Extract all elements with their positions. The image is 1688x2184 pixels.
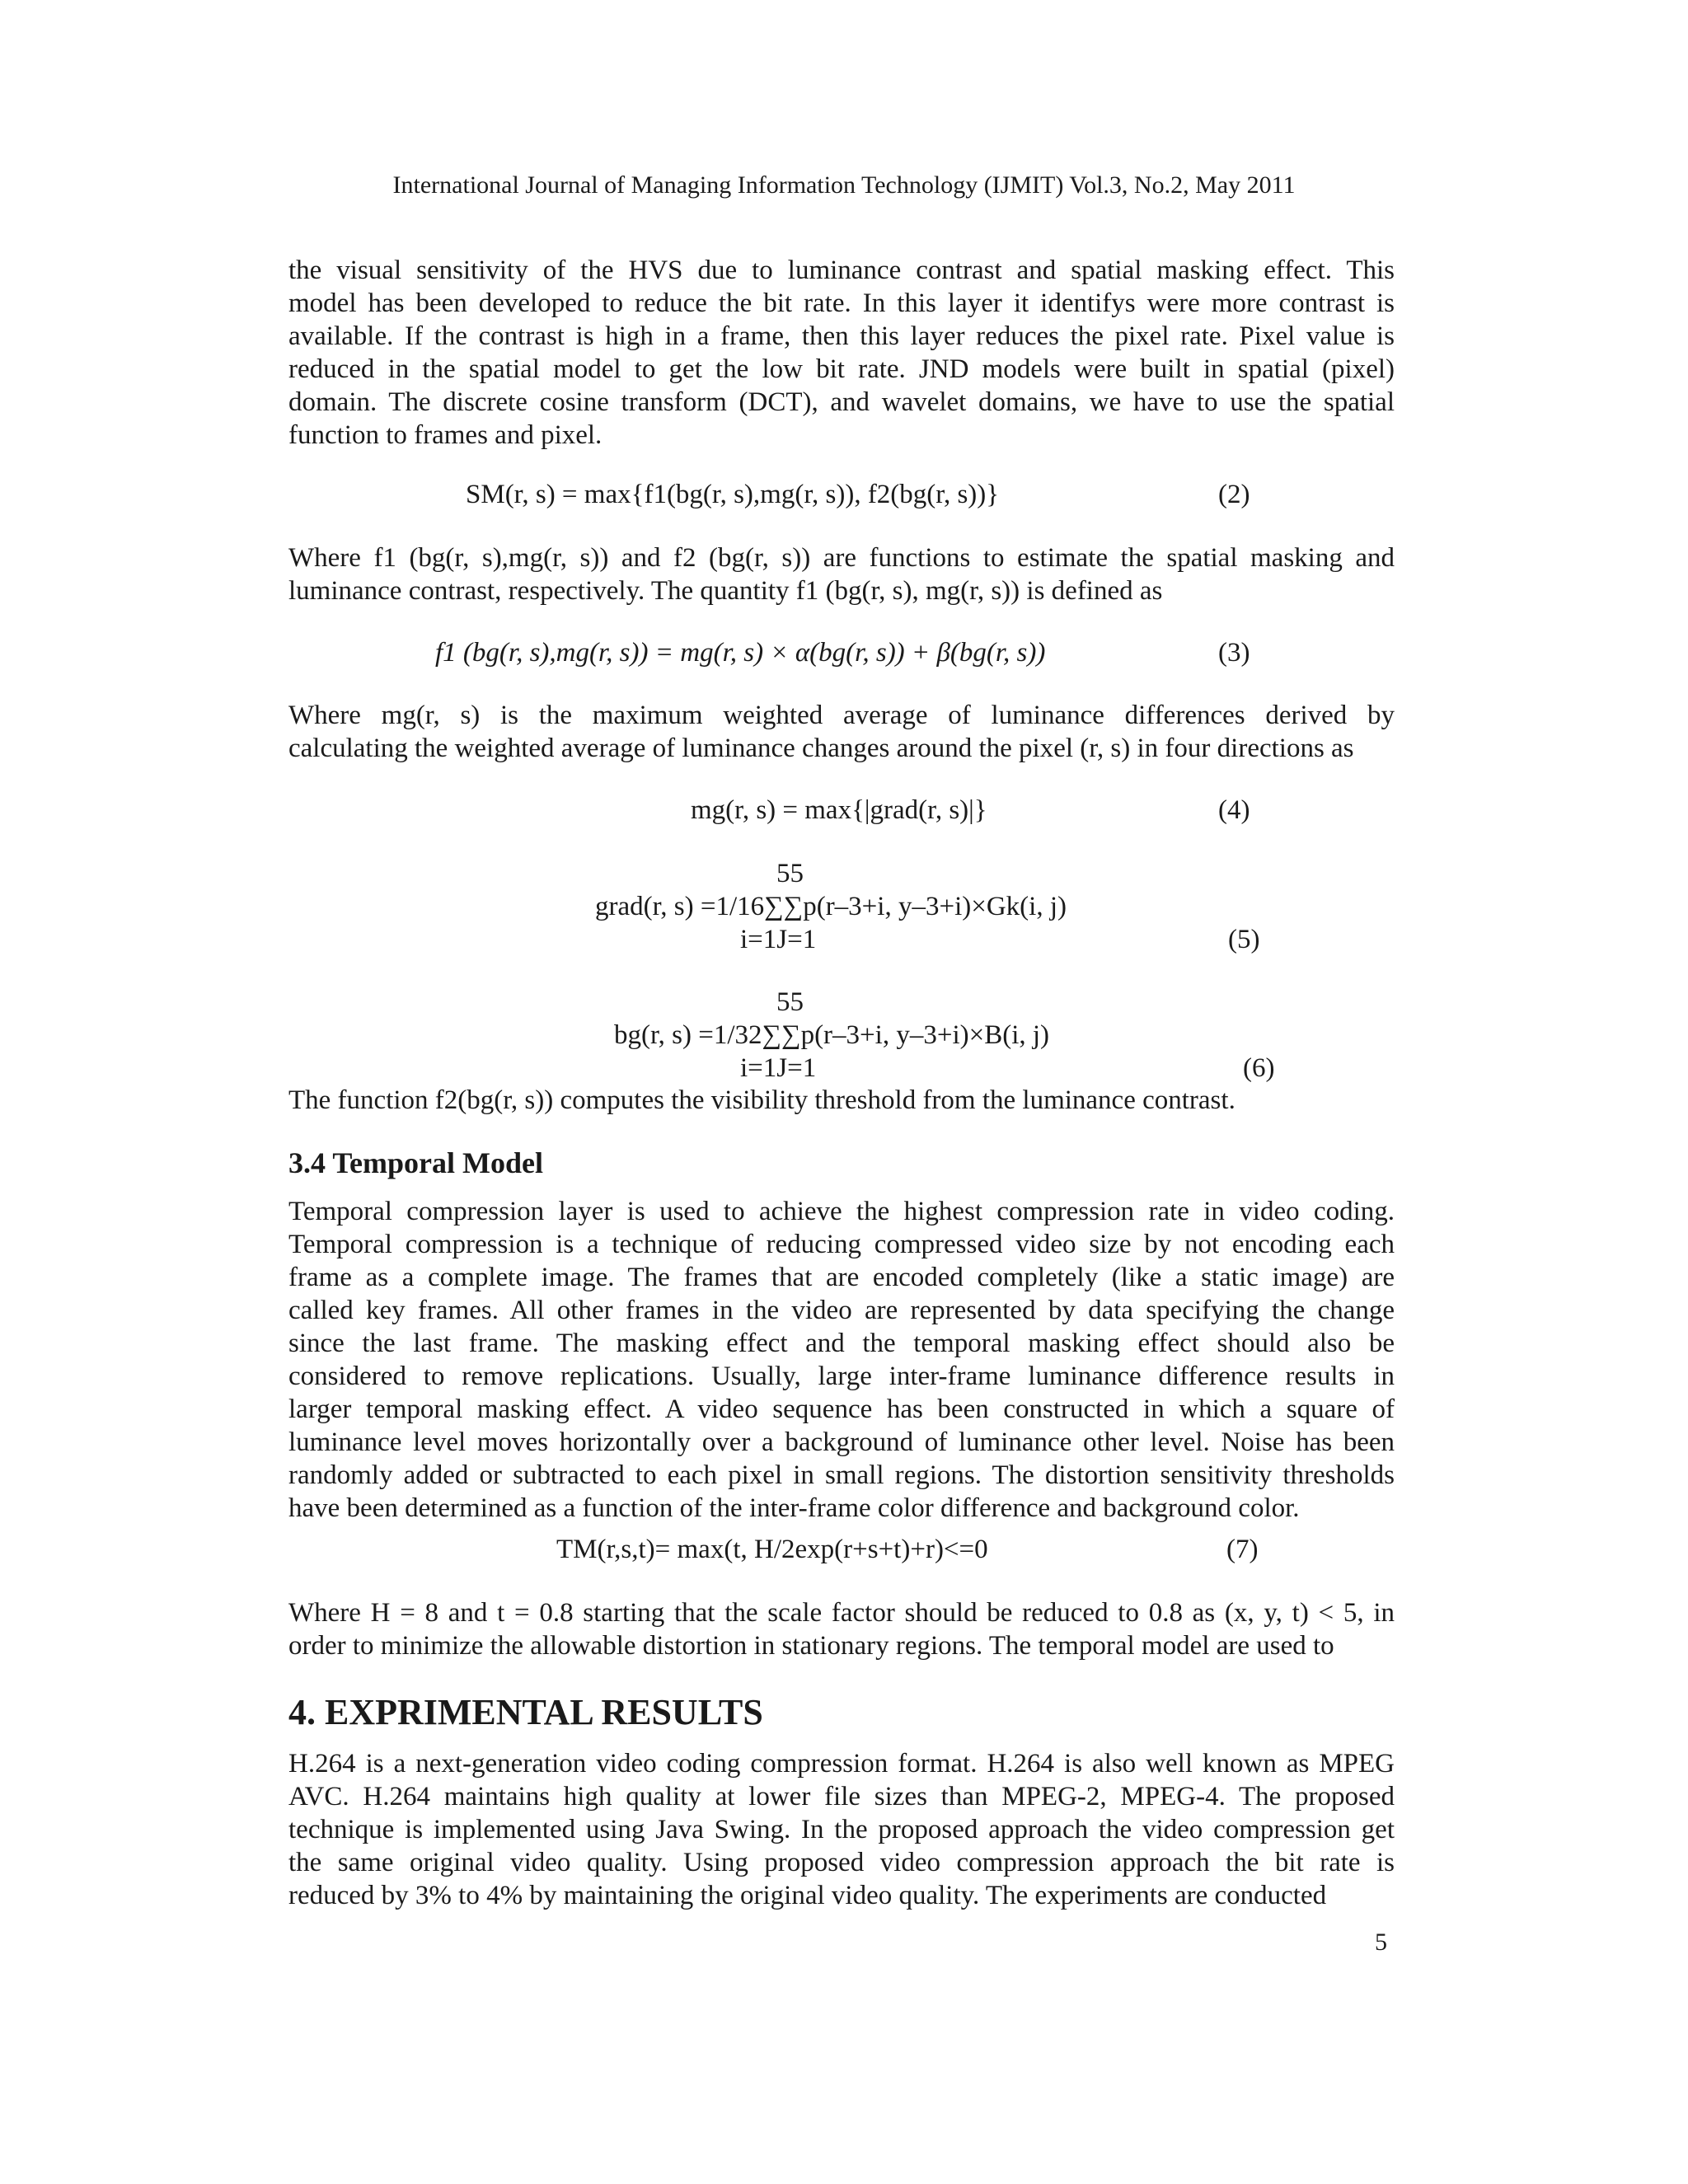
text-line: reduced in the spatial model to get the low bit rate. JND models were built in spatial (pixel) (288, 354, 1395, 384)
equation-2: SM(r, s) = max{f1(bg(r, s),mg(r, s)), f2(bg(r, s))} (466, 480, 1000, 509)
equation-number: (3) (1218, 638, 1250, 668)
text-line: have been determined as a function of the inter-frame color difference and background color. (288, 1493, 1300, 1523)
page-number: 5 (1375, 1929, 1387, 1956)
paragraph-f1-f2 (288, 541, 1395, 607)
summation-limit-lower: i=1J=1 (740, 1053, 817, 1083)
text-line: technique is implemented using Java Swing. In the proposed approach the video compression get (288, 1815, 1395, 1844)
text-line: Where H = 8 and t = 0.8 starting that the scale factor should be reduced to 0.8 as (x, y, t) < 5, in (288, 1598, 1395, 1628)
equation-5: grad(r, s) =1/16∑∑p(r–3+i, y–3+i)×Gk(i, j) (595, 892, 1067, 921)
equation-4: mg(r, s) = max{|grad(r, s)|} (691, 795, 987, 825)
section-heading-3-4: 3.4 Temporal Model (288, 1146, 544, 1179)
paragraph-spatial-model (288, 254, 1395, 452)
text-line: larger temporal masking effect. A video sequence has been constructed in which a square of (288, 1394, 1395, 1424)
paragraph-mg (288, 699, 1395, 765)
equation-number: (6) (1243, 1053, 1275, 1083)
summation-limit-upper: 55 (776, 859, 804, 888)
text-line: available. If the contrast is high in a frame, then this layer reduces the pixel rate. Pixel value is (288, 321, 1395, 351)
text-line: Where mg(r, s) is the maximum weighted average of luminance differences derived by (288, 701, 1395, 730)
text-line: randomly added or subtracted to each pixel in small regions. The distortion sensitivity thresholds (288, 1460, 1395, 1490)
text-line: called key frames. All other frames in the video are represented by data specifying the change (288, 1296, 1395, 1325)
text-line: considered to remove replications. Usually, large inter-frame luminance difference results in (288, 1361, 1395, 1391)
text-line: model has been developed to reduce the bit rate. In this layer it identifys were more contrast is (288, 288, 1395, 318)
running-header: International Journal of Managing Information Technology (IJMIT) Vol.3, No.2, May 2011 (392, 171, 1296, 199)
text-line: calculating the weighted average of luminance changes around the pixel (r, s) in four directions as (288, 733, 1354, 763)
text-line: AVC. H.264 maintains high quality at lower file sizes than MPEG-2, MPEG-4. The proposed (288, 1782, 1395, 1811)
summation-limit-lower: i=1J=1 (740, 925, 817, 954)
text-line: order to minimize the allowable distortion in stationary regions. The temporal model are used to (288, 1631, 1334, 1661)
paragraph-results (288, 1747, 1395, 1912)
text-line: since the last frame. The masking effect and the temporal masking effect should also be (288, 1329, 1395, 1358)
text-line: the visual sensitivity of the HVS due to luminance contrast and spatial masking effect. This (288, 255, 1395, 285)
text-line: reduced by 3% to 4% by maintaining the original video quality. The experiments are conducted (288, 1881, 1327, 1910)
text-line: domain. The discrete cosine transform (DCT), and wavelet domains, we have to use the spatial (288, 387, 1395, 417)
summation-limit-upper: 55 (776, 987, 804, 1017)
section-heading-4: 4. EXPRIMENTAL RESULTS (288, 1692, 763, 1732)
text-line: luminance level moves horizontally over a background of luminance other level. Noise has been (288, 1427, 1395, 1457)
text-line: H.264 is a next-generation video coding compression format. H.264 is also well known as MPEG (288, 1749, 1395, 1779)
text-line: Where f1 (bg(r, s),mg(r, s)) and f2 (bg(r, s)) are functions to estimate the spatial masking and (288, 543, 1395, 573)
text-line: function to frames and pixel. (288, 420, 603, 450)
equation-number: (4) (1218, 795, 1250, 825)
paragraph-f2: The function f2(bg(r, s)) computes the visibility threshold from the luminance contrast. (288, 1085, 1236, 1115)
text-line: Temporal compression is a technique of reducing compressed video size by not encoding each (288, 1230, 1395, 1259)
equation-number: (7) (1226, 1535, 1259, 1564)
text-line: frame as a complete image. The frames that are encoded completely (like a static image) are (288, 1263, 1395, 1292)
equation-7: TM(r,s,t)= max(t, H/2exp(r+s+t)+r)<=0 (556, 1535, 988, 1564)
equation-number: (2) (1218, 480, 1250, 509)
text-line: luminance contrast, respectively. The quantity f1 (bg(r, s), mg(r, s)) is defined as (288, 576, 1163, 606)
paragraph-temporal-params (288, 1596, 1395, 1662)
equation-6: bg(r, s) =1/32∑∑p(r–3+i, y–3+i)×B(i, j) (614, 1020, 1050, 1050)
equation-number: (5) (1228, 925, 1260, 954)
paragraph-temporal-model (288, 1195, 1395, 1525)
text-line: the same original video quality. Using proposed video compression approach the bit rate is (288, 1848, 1395, 1877)
equation-3: f1 (bg(r, s),mg(r, s)) = mg(r, s) × α(bg(r, s)) + β(bg(r, s)) (435, 638, 1046, 668)
text-line: Temporal compression layer is used to achieve the highest compression rate in video coding. (288, 1197, 1395, 1226)
